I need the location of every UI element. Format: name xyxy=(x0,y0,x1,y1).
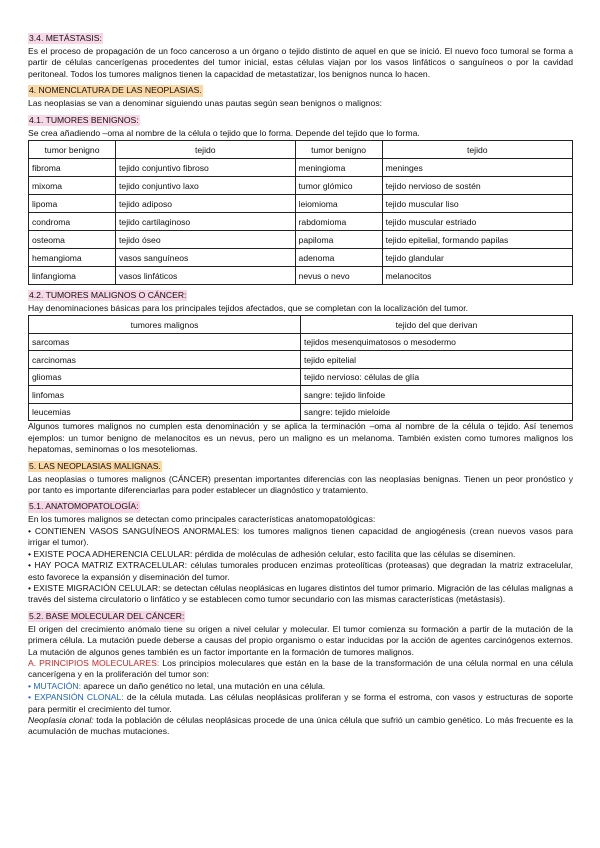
table-header-row xyxy=(29,141,573,159)
subsection-label: A. PRINCIPIOS MOLECULARES: xyxy=(28,657,160,668)
section-title: 5. LAS NEOPLASIAS MALIGNAS. xyxy=(29,460,161,471)
section-title: 4.2. TUMORES MALIGNOS O CÁNCER: xyxy=(29,290,187,301)
table-cell: leiomioma xyxy=(295,195,382,213)
table-cell: tejido conjuntivo laxo xyxy=(116,177,296,195)
table-cell: lipoma xyxy=(29,195,116,213)
table-cell: mixoma xyxy=(29,177,116,195)
section-3-4 xyxy=(28,28,573,80)
table-cell: tejido muscular liso xyxy=(382,195,572,213)
bullet-item xyxy=(28,681,573,692)
bullet-item: • EXISTE MIGRACIÓN CELULAR: se detectan células neoplásicas en lugares distintos del tumor primario. Migración de las células malignas a través del sistema circulatorio o linfático y se establecen como tumor secundario con las mismas características (metástasis). xyxy=(28,582,573,605)
table-cell: fibroma xyxy=(29,159,116,177)
section-text: Hay denominaciones básicas para los principales tejidos afectados, que se completan con la localización del tumor. xyxy=(28,303,468,314)
definition-term: Neoplasia clonal: xyxy=(28,714,94,725)
table-cell: tejido cartilaginoso xyxy=(116,213,296,231)
table-cell: meningioma xyxy=(295,159,382,177)
table-cell: sangre: tejido linfoide xyxy=(301,386,573,404)
table-cell: hemangioma xyxy=(29,249,116,267)
table-cell: melanocitos xyxy=(382,267,572,285)
table-cell: tejido adiposo xyxy=(116,195,296,213)
table-row xyxy=(29,249,573,267)
table-cell: sarcomas xyxy=(29,333,301,351)
table-cell: vasos linfáticos xyxy=(116,267,296,285)
table-row xyxy=(29,159,573,177)
table-row xyxy=(29,267,573,285)
table-cell: tejido nervioso de sostén xyxy=(382,177,572,195)
table-cell: papiloma xyxy=(295,231,382,249)
table-cell: condroma xyxy=(29,213,116,231)
section-5-2 xyxy=(28,606,573,738)
table-cell: tejido nervioso: células de glía xyxy=(301,368,573,386)
section-5-1 xyxy=(28,496,573,605)
bullet-item: • HAY POCA MATRIZ EXTRACELULAR: células tumorales producen enzimas proteolíticas (proteasas) que degradan la matriz extracelular, esto favorece la expansión y diseminación del tumor. xyxy=(28,560,573,582)
bullet-item: • CONTIENEN VASOS SANGUÍNEOS ANORMALES: los tumores malignos tienen capacidad de angiogénesis (crean nuevos vasos para irrigar el tumor). xyxy=(28,525,573,548)
table-cell: tejido conjuntivo fibroso xyxy=(116,159,296,177)
table-cell: vasos sanguíneos xyxy=(116,249,296,267)
table-cell: leucemias xyxy=(29,403,301,421)
table-cell: tejido epitelial xyxy=(301,351,573,369)
table-cell: meninges xyxy=(382,159,572,177)
molecular-principles-paragraph xyxy=(28,658,573,681)
table-cell: tejido muscular estriado xyxy=(382,213,572,231)
bullet-item xyxy=(28,692,573,715)
section-text: Las neoplasias se van a denominar siguiendo unas pautas según sean benignos o malignos: xyxy=(28,98,383,109)
column-header: tumores malignos xyxy=(29,316,301,334)
bullet-text: aparece un daño genético no letal, una mutación en una célula. xyxy=(80,680,326,691)
table-cell: linfangioma xyxy=(29,267,116,285)
table-cell: tumor glómico xyxy=(295,177,382,195)
table-row xyxy=(29,351,573,369)
subsection-text: Los principios moleculares que están en la base de la transformación de una célula normal en una célula cancerígena y en la proliferación del tumor son: xyxy=(28,657,573,680)
bullet-label: • MUTACIÓN: xyxy=(28,680,81,691)
table-row xyxy=(29,368,573,386)
column-header: tumor benigno xyxy=(295,141,382,159)
section-text: Algunos tumores malignos no cumplen esta denominación y se aplica la terminación –oma al nombre de la célula o tejido. Así tenemos ejemplos: un tumor benigno de melanocitos es un nevus, pero un maligno es un melanoma. También existen como tumores malignos los hepatomas, seminomas o los mesoteliomas. xyxy=(28,421,573,455)
table-cell: tejidos mesenquimatosos o mesodermo xyxy=(301,333,573,351)
table-cell: sangre: tejido mieloide xyxy=(301,403,573,421)
section-4-2 xyxy=(28,285,573,456)
table-row xyxy=(29,177,573,195)
definition-text: toda la población de células neoplásicas procede de una única célula que sufrió un cambio genético. Lo más frecuente es la acumulación de muchas mutaciones. xyxy=(28,714,573,737)
malignant-tumors-table xyxy=(28,315,573,421)
column-header: tejido del que derivan xyxy=(301,316,573,334)
table-cell: tejido epitelial, formando papilas xyxy=(382,231,572,249)
column-header: tejido xyxy=(116,141,296,159)
table-row xyxy=(29,333,573,351)
table-row xyxy=(29,213,573,231)
column-header: tejido xyxy=(382,141,572,159)
table-cell: adenoma xyxy=(295,249,382,267)
section-4-1 xyxy=(28,110,573,285)
table-cell: rabdomioma xyxy=(295,213,382,231)
table-cell: carcinomas xyxy=(29,351,301,369)
table-cell: osteoma xyxy=(29,231,116,249)
section-text: El origen del crecimiento anómalo tiene su origen a nivel celular y molecular. El tumor comienza su formación a partir de la mutación de la primera célula. La mutación puede deberse a causas del propio organismo o estar inducidas por la acción de agentes carcinógenos externos. La mutación de algunos genes también es un factor importante en la formación de tumores malignos. xyxy=(28,623,573,657)
section-text: Se crea añadiendo –oma al nombre de la célula o tejido que lo forma. Depende del tejido que lo forma. xyxy=(28,127,420,138)
bullet-label: • EXPANSIÓN CLONAL: xyxy=(28,692,124,703)
table-row xyxy=(29,195,573,213)
section-title: 5.2. BASE MOLECULAR DEL CÁNCER: xyxy=(29,610,185,621)
benign-tumors-table xyxy=(28,140,573,285)
table-row xyxy=(29,386,573,404)
section-5 xyxy=(28,456,573,497)
table-cell: gliomas xyxy=(29,368,301,386)
definition-paragraph xyxy=(28,715,573,738)
table-row xyxy=(29,231,573,249)
bullet-item: • EXISTE POCA ADHERENCIA CELULAR: pérdida de moléculas de adhesión celular, esto facilita que las células se diseminen. xyxy=(28,548,516,559)
table-cell: linfomas xyxy=(29,386,301,404)
table-cell: tejido glandular xyxy=(382,249,572,267)
section-text: Es el proceso de propagación de un foco canceroso a un órgano o tejido distinto de aquel en que se inició. El nuevo foco tumoral se forma a partir de células cancerígenas procedentes del tumor inicial, estas células viajan por los vasos linfáticos o sanguíneos o por la cavidad peritoneal. Todos los tumores malignos tienen la capacidad de metastatizar, los benignos nunca lo hacen. xyxy=(28,46,573,79)
column-header: tumor benigno xyxy=(29,141,116,159)
section-4 xyxy=(28,80,573,109)
table-cell: nevus o nevo xyxy=(295,267,382,285)
section-title: 4.1. TUMORES BENIGNOS: xyxy=(29,114,139,125)
section-text: En los tumores malignos se detectan como principales características anatomopatológicas: xyxy=(28,514,376,525)
section-title: 4. NOMENCLATURA DE LAS NEOPLASIAS. xyxy=(29,85,202,96)
table-header-row xyxy=(29,316,573,334)
table-row xyxy=(29,403,573,421)
bullet-text: de la célula mutada. Las células neoplásicas proliferan y se forma el estroma, con vasos y estructuras de soporte para permitir el crecimiento del tumor. xyxy=(28,692,573,714)
section-title: 5.1. ANATOMOPATOLOGÍA: xyxy=(29,501,139,512)
section-text: Las neoplasias o tumores malignos (CÁNCER) presentan importantes diferencias con las neoplasias benignas. Tienen un peor pronóstico y por tanto es importante diferenciarlas para poder establecer un diagnóstico y tratamiento. xyxy=(28,473,573,496)
table-cell: tejido óseo xyxy=(116,231,296,249)
section-title: 3.4. METÁSTASIS: xyxy=(29,33,102,43)
